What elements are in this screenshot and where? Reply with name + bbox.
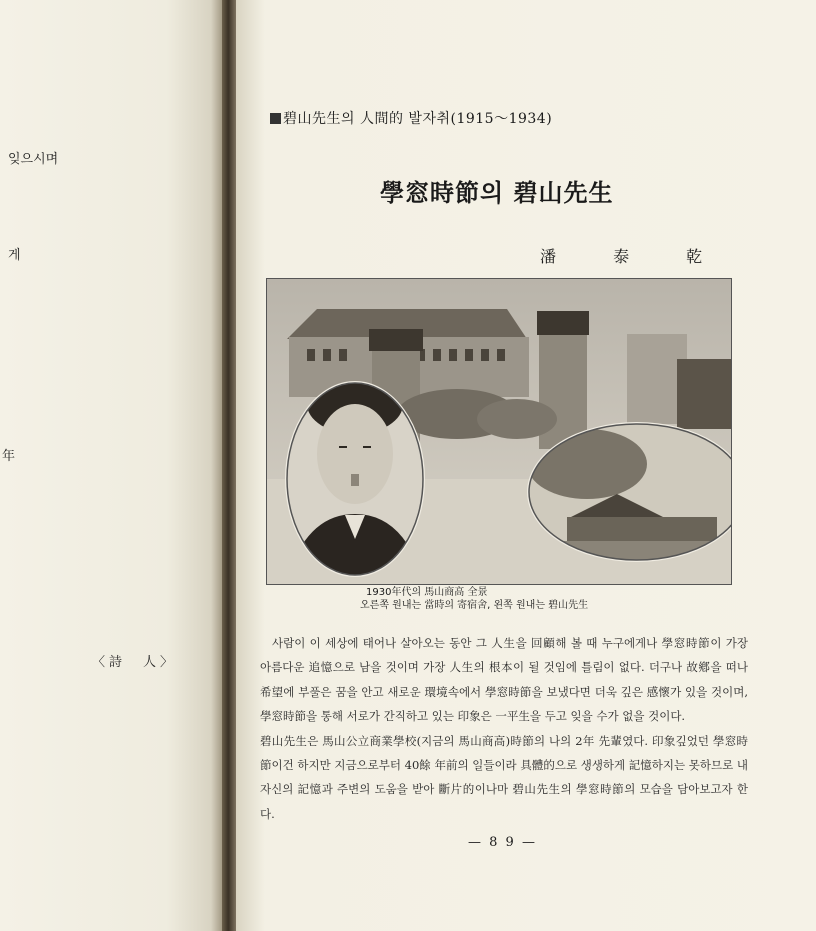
left-text-fragment: 잊으시며 bbox=[8, 152, 59, 167]
body-paragraph: 碧山先生은 馬山公立商業學校(지금의 馬山商高)時節의 나의 2年 先輩였다. 印象깊었던 學窓時節이건 하지만 지금으로부터 40餘 年前의 일들이라 具體的으로 생생하게 記憶하지는 못하므로 내자신의 記憶과 주변의 도움을 받아 斷片的이나마 碧山先生의 學窓時節의 모습을 담아보고자 한다. bbox=[260, 733, 748, 821]
page-number: — 8 9 — bbox=[468, 835, 537, 850]
article-body bbox=[260, 631, 748, 826]
author-name: 潘 泰 乾 bbox=[540, 247, 729, 266]
section-header bbox=[270, 108, 552, 128]
body-paragraph: 사람이 이 세상에 태어나 살아오는 동안 그 人生을 回顧해 볼 때 누구에게나 學窓時節이 가장 아름다운 追憶으로 남을 것이며 가장 人生의 根本이 될 것임에 틀림이 없다. 더구나 故鄕을 떠나 希望에 부풀은 꿈을 안고 새로운 環境속에서 學窓時節을 보냈다면 더욱 깊은 感懷가 있을 것이며, 學窓時節을 통해 서로가 간직하고 있는 印象은 一平生을 두고 잊을 수가 없을 것이다. bbox=[260, 636, 748, 724]
left-text-fragment: 게 bbox=[8, 248, 21, 263]
article-title: 學窓時節의 碧山先生 bbox=[380, 178, 614, 207]
left-page bbox=[0, 0, 222, 931]
square-bullet-icon bbox=[270, 113, 281, 124]
left-poem-credit: 〈詩 人〉 bbox=[92, 655, 178, 670]
section-header-text: 碧山先生의 人間的 발자취(1915～1934) bbox=[283, 111, 553, 127]
photo-illustration bbox=[267, 279, 731, 584]
school-photograph bbox=[266, 278, 732, 585]
book-gutter bbox=[222, 0, 236, 931]
photo-caption bbox=[360, 586, 588, 612]
left-text-fragment: 年 bbox=[2, 449, 16, 464]
photo-caption-line: 1930年代의 馬山商高 全景 bbox=[366, 587, 488, 598]
photo-caption-line: 오른쪽 원내는 當時의 寄宿舍, 왼쪽 원내는 碧山先生 bbox=[360, 600, 589, 611]
